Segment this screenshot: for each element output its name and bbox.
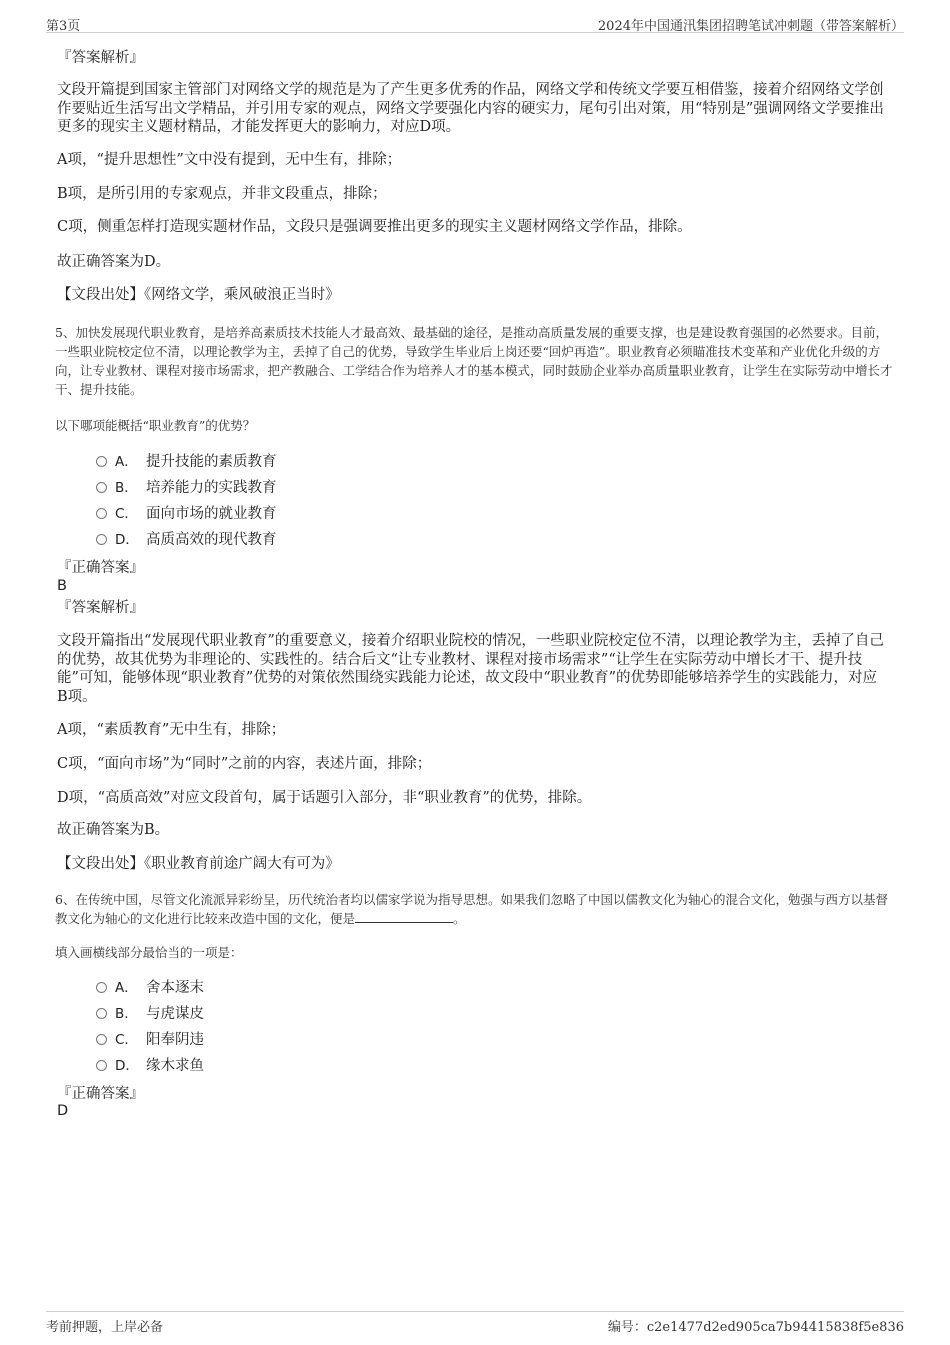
option-letter: D．	[115, 532, 139, 548]
q4-explain-a: A项，“提升思想性”文中没有提到，无中生有，排除；	[57, 152, 402, 168]
q5-explain-c: C项，“面向市场”为“同时”之前的内容，表述片面，排除；	[57, 756, 432, 772]
option-letter: C．	[115, 506, 138, 522]
q5-analysis-label: 『答案解析』	[57, 600, 144, 616]
radio-icon[interactable]	[96, 534, 107, 545]
option-text: 与虎谋皮	[146, 1006, 204, 1022]
option-text: 舍本逐末	[146, 980, 204, 996]
radio-icon[interactable]	[96, 482, 107, 493]
option-text: 培养能力的实践教育	[146, 480, 277, 496]
radio-icon[interactable]	[96, 456, 107, 467]
q5-conclusion: 故正确答案为B。	[57, 822, 170, 838]
option-letter: B．	[115, 480, 138, 496]
q4-conclusion: 故正确答案为D。	[57, 254, 171, 270]
option-letter: A．	[115, 454, 138, 470]
q4-analysis-label: 『答案解析』	[57, 50, 144, 66]
q5-explain-a: A项，“素质教育”无中生有，排除；	[57, 722, 286, 738]
option-letter: C．	[115, 1032, 138, 1048]
q6-answer-label: 『正确答案』	[57, 1086, 144, 1102]
q5-option-d[interactable]	[96, 530, 277, 550]
option-text: 高质高效的现代教育	[146, 532, 277, 548]
q4-analysis-text: 文段开篇提到国家主管部门对网络文学的规范是为了产生更多优秀的作品，网络文学和传统文学要互相借鉴，接着介绍网络文学创作要贴近生活写出文学精品，并引用专家的观点，网络文学要强化内容的硬实力，尾句引出对策，用“特别是”强调网络文学要推出更多的现实主义题材精品，才能发挥更大的影响力，对应D项。	[57, 82, 884, 135]
option-text: 缘木求鱼	[146, 1058, 204, 1074]
q4-explain-c: C项，侧重怎样打造现实题材作品，文段只是强调要推出更多的现实主义题材网络文学作品，排除。	[57, 219, 692, 235]
radio-icon[interactable]	[96, 508, 107, 519]
answer-blank	[355, 910, 453, 923]
page-header	[46, 14, 904, 33]
q5-explain-d: D项，“高质高效”对应文段首句，属于话题引入部分，非“职业教育”的优势，排除。	[57, 790, 592, 806]
option-letter: A．	[115, 980, 138, 996]
q4-explain-b: B项，是所引用的专家观点，并非文段重点，排除；	[57, 186, 387, 202]
radio-icon[interactable]	[96, 1008, 107, 1019]
q5-option-b[interactable]	[96, 478, 277, 498]
page-footer	[46, 1311, 904, 1336]
option-text: 面向市场的就业教育	[146, 506, 277, 522]
q6-option-b[interactable]	[96, 1004, 204, 1024]
radio-icon[interactable]	[96, 1060, 107, 1071]
q5-passage: 5、加快发展现代职业教育，是培养高素质技术技能人才最高效、最基础的途径，是推动高质量发展的重要支撑，也是建设教育强国的必然要求。目前，一些职业院校定位不清，以理论教学为主，丢掉了自己的优势，导致学生毕业后上岗还要“回炉再造”。职业教育必须瞄准技术变革和产业优化升级的方向，让专业教材、课程对接市场需求，把产教融合、工学结合作为培养人才的基本模式，同时鼓励企业举办高质量职业教育，让学生在实际劳动中增长才干、提升技能。	[55, 325, 893, 397]
radio-icon[interactable]	[96, 982, 107, 993]
page-number: 第3页	[46, 19, 81, 34]
q4-source: 【文段出处】《网络文学，乘风破浪正当时》	[57, 287, 340, 303]
q6-passage-before: 6、在传统中国，尽管文化流派异彩纷呈，历代统治者均以儒家学说为指导思想。如果我们忽略了中国以儒教文化为轴心的混合文化，勉强与西方以基督教文化为轴心的文化进行比较来改造中国的文化，便是	[55, 892, 888, 926]
option-text: 提升技能的素质教育	[146, 454, 277, 470]
option-text: 阳奉阴违	[146, 1032, 204, 1048]
q6-question: 填入画横线部分最恰当的一项是：	[55, 945, 243, 960]
q6-passage	[55, 890, 897, 928]
option-letter: D．	[115, 1058, 139, 1074]
q5-option-a[interactable]	[96, 452, 277, 472]
q6-answer: D	[57, 1103, 69, 1119]
q5-answer-label: 『正确答案』	[57, 560, 144, 576]
q6-option-c[interactable]	[96, 1030, 204, 1050]
q5-answer: B	[57, 578, 67, 594]
q5-analysis-text: 文段开篇指出“发展现代职业教育”的重要意义，接着介绍职业院校的情况，一些职业院校定位不清，以理论教学为主，丢掉了自己的优势，故其优势为非理论的、实践性的。结合后文“让专业教材、课程对接市场需求”“让学生在实际劳动中增长才干、提升技能”可知，能够体现“职业教育”优势的对策依然围绕实践能力论述，故文段中“职业教育”的优势即能够培养学生的实践能力，对应B项。	[57, 633, 884, 705]
q5-source: 【文段出处】《职业教育前途广阔大有可为》	[57, 856, 340, 872]
q6-passage-after: 。	[453, 911, 466, 926]
q5-option-c[interactable]	[96, 504, 277, 524]
q6-option-d[interactable]	[96, 1056, 204, 1076]
q6-option-a[interactable]	[96, 978, 204, 998]
footer-slogan: 考前押题，上岸必备	[46, 1320, 164, 1335]
radio-icon[interactable]	[96, 1034, 107, 1045]
document-code: 编号：c2e1477d2ed905ca7b94415838f5e836	[607, 1320, 904, 1335]
document-title: 2024年中国通汛集团招聘笔试冲刺题（带答案解析）	[597, 19, 904, 34]
option-letter: B．	[115, 1006, 138, 1022]
q5-question: 以下哪项能概括“职业教育”的优势？	[55, 418, 256, 433]
